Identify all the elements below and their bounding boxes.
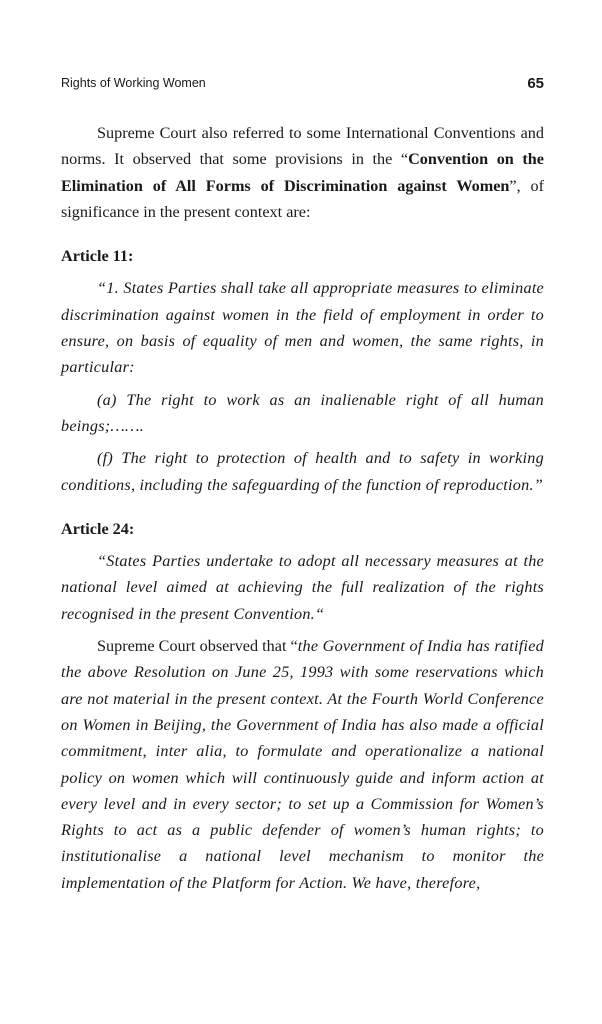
observation-quote: the Government of India has ratified the above Resolution on June 25, 1993 with some reservations which are not material in the present context. At the Fourth World Conference on Women in Beijing, the Government of India has also made a official commitment, inter alia, to formulate and operationalize a national policy on women which will continuously guide and inform action at every level and in every sector; to set up a Commission for Women’s Rights to act as a public defender of women’s human rights; to institutionalise a national level mechanism to monitor the implementation of the Platform for Action. We have, therefore, xyxy=(61,637,544,892)
body-text xyxy=(61,120,544,896)
article-11-clause-1: “1. States Parties shall take all appropriate measures to eliminate discrimination against women in the field of employment in order to ensure, on basis of equality of men and women, the same rights, in particular: xyxy=(61,279,544,377)
running-header xyxy=(61,72,544,94)
intro-text-start: Supreme Court also referred to some International Conventions and norms. It observed that some provisions in the “ xyxy=(61,124,544,169)
article-24-heading: Article 24: xyxy=(61,519,135,538)
article-11-clause-a: (a) The right to work as an inalienable right of all human beings;……. xyxy=(61,390,544,435)
intro-paragraph xyxy=(61,120,544,225)
running-header-title: Rights of Working Women xyxy=(61,76,206,90)
observation-paragraph xyxy=(61,633,544,896)
article-11-clause-f: (f) The right to protection of health and to safety in working conditions, including the safeguarding of the function of reproduction.” xyxy=(61,449,544,494)
article-24-text: “States Parties undertake to adopt all necessary measures at the national level aimed at achieving the full realization of the rights recognised in the present Convention.“ xyxy=(61,552,544,623)
article-11-heading: Article 11: xyxy=(61,247,134,266)
observation-lead: Supreme Court observed that “ xyxy=(97,637,298,656)
page-number: 65 xyxy=(527,74,544,92)
convention-name: Convention on the Elimination of All Forms of Discrimination against Women xyxy=(61,150,544,195)
intro-text-end: ”, of significance in the present context are: xyxy=(61,176,544,221)
